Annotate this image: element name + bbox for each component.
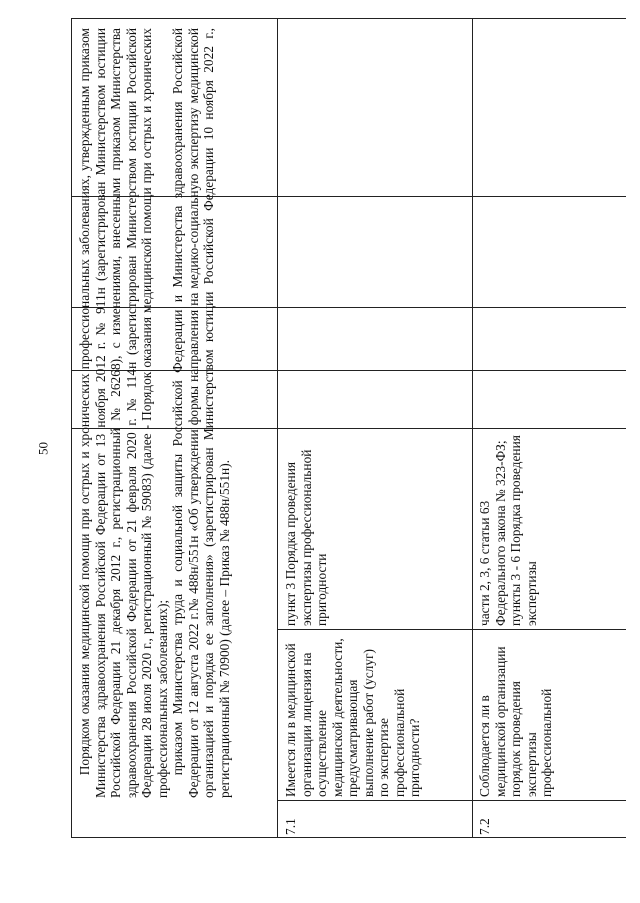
table-border-right bbox=[71, 18, 626, 19]
row-question: Имеется ли в медицинской организации лицензия на осуществление медицинской деятельности, предусматривающая выполнение работ (услуг) по экспертизе профессиональной пригодности? bbox=[283, 638, 422, 797]
page-number: 50 bbox=[35, 442, 51, 455]
normative-acts-text bbox=[77, 28, 275, 798]
row-question: Соблюдается ли в медицинской организации порядок проведения экспертизы профессиональной bbox=[477, 646, 554, 797]
table-border-left bbox=[71, 837, 626, 838]
row-number: 7.2 bbox=[477, 818, 492, 835]
col-divider-num bbox=[277, 800, 626, 801]
row-reference: пункт 3 Порядка проведения экспертизы профессиональной пригодности bbox=[283, 449, 329, 626]
paragraph-order-prof-diseases: Порядком оказания медицинской помощи при острых и хронических профессиональных заболеваниях, утвержденным приказом Министерства здравоохранения Российской Федерации от 13 ноября 2012 г. № 911н (зарегистрирован Министерством юстиции Российской Федерации 21 декабря 2012 г., регистрационный № 26268), с изменениями, внесенными приказом Министерства здравоохранения Российской Федерации от 21 февраля 2020 г. № 114н (зарегистрирован Министерством юстиции Российской Федерации 28 июля 2020 г., регистрационный № 59083) (далее - Порядок оказания медицинской помощи при острых и хронических профессиональных заболеваниях); bbox=[77, 28, 170, 798]
row-reference: части 2, 3, 6 статьи 63 Федерального закона № 323-ФЗ; пункты 3 - 6 Порядка проведения экспертизы bbox=[477, 435, 539, 626]
requirements-table bbox=[71, 18, 626, 838]
paragraph-order-488n: приказом Министерства труда и социальной защиты Российской Федерации и Министерства здравоохранения Российской Федерации от 12 августа 2022 г.№ 488н/551н «Об утверждении формы направления на медико-социальную экспертизу медицинской организацией и порядка ее заполнения» (зарегистрирован Министерством юстиции Российской Федерации 10 ноября 2022 г., регистрационный № 70900) (далее – Приказ № 488н/551н). bbox=[170, 28, 232, 798]
row-number: 7.1 bbox=[283, 818, 298, 835]
col-divider-question bbox=[277, 629, 626, 630]
